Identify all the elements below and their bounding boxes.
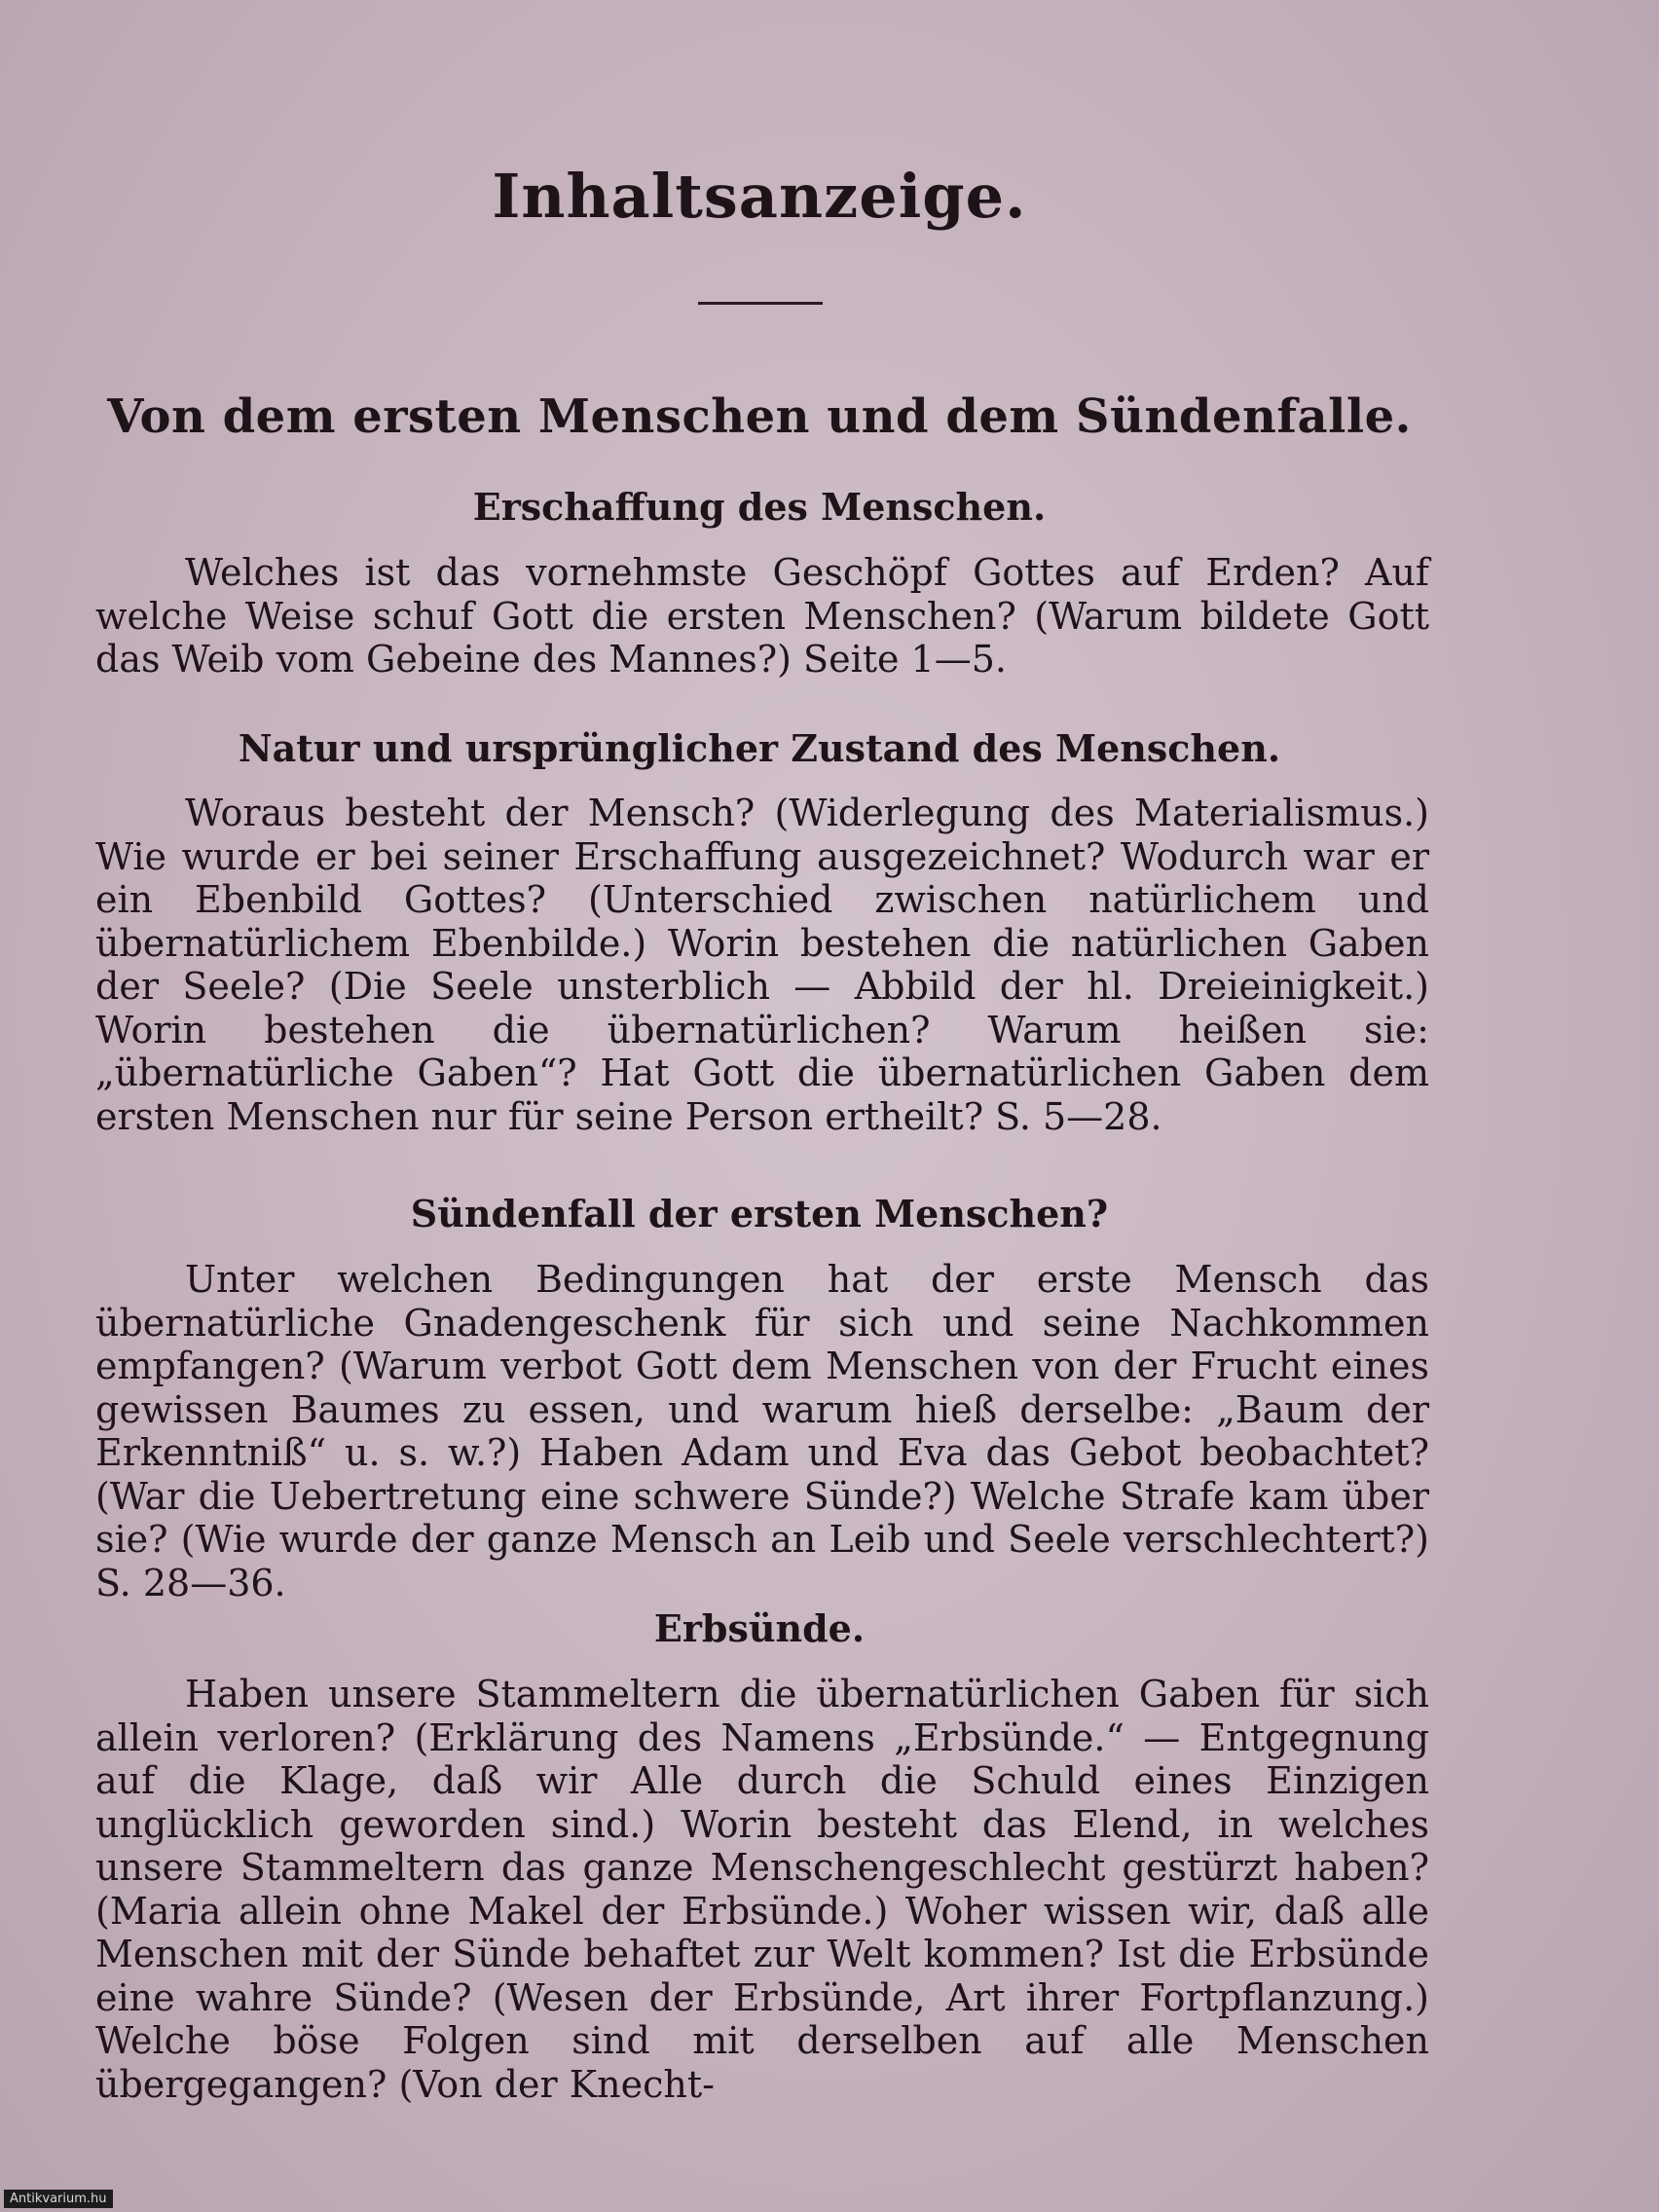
subsection-text-1: Welches ist das vornehmste Geschöpf Gottes auf Erden? Auf welche Weise schuf Gott die ersten Menschen? (Warum bildete Gott das Weib vom Gebeine des Mannes?) Seite 1—5. (95, 551, 1429, 681)
watermark: Antikvarium.hu (4, 2190, 113, 2208)
subsection-text-2: Woraus besteht der Mensch? (Widerlegung des Materialismus.) Wie wurde er bei seiner Erschaffung ausgezeichnet? Wodurch war er ein Ebenbild Gottes? (Unterschied zwischen natürlichem und übernatürlichem Ebenbilde.) Worin bestehen die natürlichen Gaben der Seele? (Die Seele unsterblich — Abbild der hl. Dreieinigkeit.) Worin bestehen die übernatürlichen? Warum heißen sie: „übernatürliche Gaben“? Hat Gott die übernatürlichen Gaben dem ersten Menschen nur für seine Person ertheilt? S. 5—28. (95, 792, 1429, 1138)
subsection-text-3: Unter welchen Bedingungen hat der erste Mensch das übernatürliche Gnadengeschenk für sich und seine Nachkommen empfangen? (Warum verbot Gott dem Menschen von der Frucht eines gewissen Baumes zu essen, und warum hieß derselbe: „Baum der Erkenntniß“ u. s. w.?) Haben Adam und Eva das Gebot beobachtet? (War die Uebertretung eine schwere Sünde?) Welche Strafe kam über sie? (Wie wurde der ganze Mensch an Leib und Seele verschlechtert?) S. 28—36. (95, 1258, 1429, 1604)
subsection-heading-3: Sündenfall der ersten Menschen? (410, 1192, 1109, 1235)
subsection-text-4: Haben unsere Stammeltern die übernatürlichen Gaben für sich allein verloren? (Erklärung des Namens „Erbsünde.“ — Entgegnung auf die Klage, daß wir Alle durch die Schuld eines Einzigen unglücklich geworden sind.) Worin besteht das Elend, in welches unsere Stammeltern das ganze Menschengeschlecht gestürzt haben? (Maria allein ohne Makel der Erbsünde.) Woher wissen wir, daß alle Menschen mit der Sünde behaftet zur Welt kommen? Ist die Erbsünde eine wahre Sünde? (Wesen der Erbsünde, Art ihrer Fortpflanzung.) Welche böse Folgen sind mit derselben auf alle Menschen übergegangen? (Von der Knecht- (95, 1673, 1429, 2106)
subsection-heading-1: Erschaffung des Menschen. (472, 485, 1047, 529)
page-title: Inhaltsanzeige. (492, 161, 1027, 232)
title-divider (698, 302, 823, 305)
subsection-heading-2: Natur und ursprünglicher Zustand des Menschen. (238, 726, 1281, 770)
subsection-heading-4: Erbsünde. (653, 1606, 866, 1650)
section-heading: Von dem ersten Menschen und dem Sündenfalle. (107, 389, 1412, 444)
